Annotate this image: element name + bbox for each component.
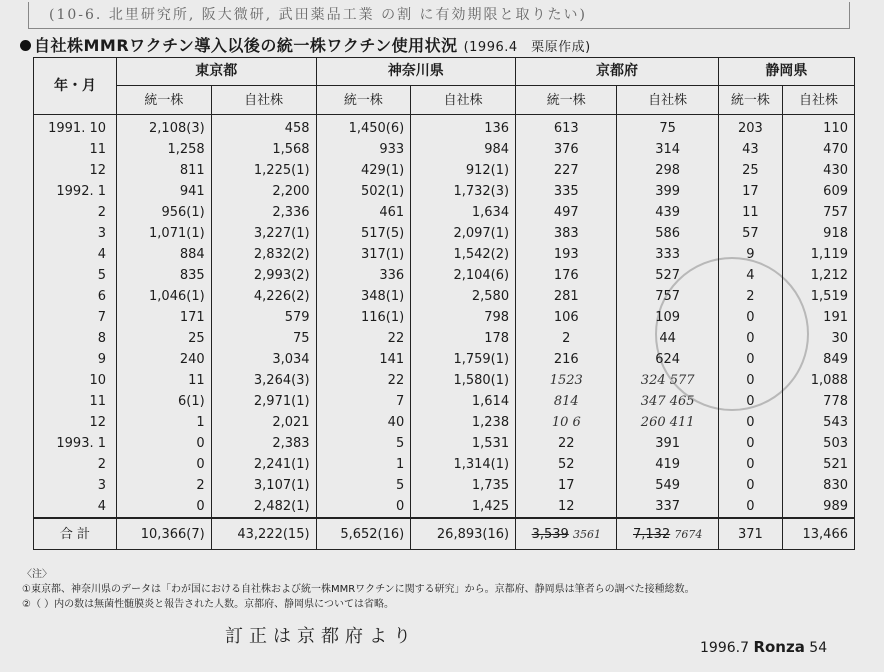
data-cell: 3,107(1)	[211, 475, 316, 496]
page-footer	[700, 638, 827, 656]
data-cell: 110	[782, 115, 854, 140]
header-unified: 統一株	[516, 86, 617, 115]
data-cell: 1,071(1)	[117, 223, 212, 244]
data-cell: 884	[117, 244, 212, 265]
data-cell: 1,531	[411, 433, 516, 454]
header-own: 自社株	[617, 86, 718, 115]
month-cell: 12	[34, 160, 117, 181]
handwritten-corrected-cell: 324 577	[617, 370, 718, 391]
data-cell: 1,258	[117, 139, 212, 160]
data-cell: 7	[316, 391, 411, 412]
note-1: ①東京都、神奈川県のデータは「わが国における自社株および統一株MMRワクチンに関する研究」から。京都府、静岡県は筆者らの調べた接種総数。	[22, 584, 695, 595]
data-cell: 2,108(3)	[117, 115, 212, 140]
data-cell: 240	[117, 349, 212, 370]
data-cell: 30	[782, 328, 854, 349]
data-cell: 2,241(1)	[211, 454, 316, 475]
data-cell: 798	[411, 307, 516, 328]
data-cell: 22	[516, 433, 617, 454]
handwritten-correction: 7674	[674, 527, 703, 541]
data-cell: 1,425	[411, 496, 516, 518]
data-cell: 2,021	[211, 412, 316, 433]
data-cell: 2,832(2)	[211, 244, 316, 265]
data-cell: 17	[516, 475, 617, 496]
header-region-shizuoka: 静岡県	[718, 58, 854, 86]
table-row	[34, 496, 855, 518]
data-cell: 1,568	[211, 139, 316, 160]
data-cell: 1,580(1)	[411, 370, 516, 391]
data-cell: 335	[516, 181, 617, 202]
data-cell: 1,450(6)	[316, 115, 411, 140]
table-row	[34, 454, 855, 475]
notes-head: 〈注〉	[22, 569, 52, 580]
data-cell: 281	[516, 286, 617, 307]
handwritten-correction: 3561	[572, 527, 601, 541]
data-cell: 2,200	[211, 181, 316, 202]
data-cell: 333	[617, 244, 718, 265]
data-cell: 391	[617, 433, 718, 454]
data-cell: 497	[516, 202, 617, 223]
data-cell: 912(1)	[411, 160, 516, 181]
data-cell: 0	[117, 433, 212, 454]
data-cell: 984	[411, 139, 516, 160]
header-unified: 統一株	[316, 86, 411, 115]
data-cell: 624	[617, 349, 718, 370]
handwritten-corrected-cell: 260 411	[617, 412, 718, 433]
handwritten-corrected-cell: 814	[516, 391, 617, 412]
table-row	[34, 349, 855, 370]
data-cell: 586	[617, 223, 718, 244]
data-cell: 317(1)	[316, 244, 411, 265]
vaccine-usage-table	[33, 57, 855, 550]
month-cell: 11	[34, 139, 117, 160]
data-cell: 1,735	[411, 475, 516, 496]
table-row	[34, 223, 855, 244]
table-row	[34, 115, 855, 140]
data-cell: 429(1)	[316, 160, 411, 181]
bullet-icon	[20, 40, 31, 51]
data-cell: 383	[516, 223, 617, 244]
data-cell: 1,046(1)	[117, 286, 212, 307]
data-cell: 2,482(1)	[211, 496, 316, 518]
month-cell: 12	[34, 412, 117, 433]
data-cell: 314	[617, 139, 718, 160]
data-cell: 0	[117, 496, 212, 518]
data-cell: 348(1)	[316, 286, 411, 307]
data-cell: 136	[411, 115, 516, 140]
data-cell: 1,542(2)	[411, 244, 516, 265]
data-cell: 2,993(2)	[211, 265, 316, 286]
table-row	[34, 244, 855, 265]
data-cell: 1,212	[782, 265, 854, 286]
header-own: 自社株	[211, 86, 316, 115]
month-cell: 3	[34, 223, 117, 244]
data-cell: 0	[718, 433, 782, 454]
data-cell: 1	[316, 454, 411, 475]
data-cell: 1,634	[411, 202, 516, 223]
table-row	[34, 433, 855, 454]
page-title	[20, 33, 591, 56]
data-cell: 399	[617, 181, 718, 202]
data-cell: 989	[782, 496, 854, 518]
footer-page: 54	[809, 640, 828, 656]
data-cell: 0	[316, 496, 411, 518]
data-cell: 2,104(6)	[411, 265, 516, 286]
data-cell: 419	[617, 454, 718, 475]
data-cell: 1,225(1)	[211, 160, 316, 181]
header-year-month: 年・月	[34, 58, 117, 115]
month-cell: 4	[34, 244, 117, 265]
total-cell-kyoto-own	[617, 518, 718, 550]
data-cell: 44	[617, 328, 718, 349]
data-cell: 0	[718, 370, 782, 391]
struck-value: 3,539	[531, 526, 569, 542]
title-text: 自社株MMRワクチン導入以後の統一株ワクチン使用状況	[34, 36, 458, 55]
title-subtitle: (1996.4 栗原作成)	[463, 40, 591, 55]
handwritten-corrected-cell: 10 6	[516, 412, 617, 433]
data-cell: 830	[782, 475, 854, 496]
data-cell: 1,519	[782, 286, 854, 307]
data-cell: 0	[718, 454, 782, 475]
data-cell: 22	[316, 370, 411, 391]
data-cell: 203	[718, 115, 782, 140]
data-cell: 11	[718, 202, 782, 223]
table-row	[34, 475, 855, 496]
data-cell: 502(1)	[316, 181, 411, 202]
data-cell: 9	[718, 244, 782, 265]
data-cell: 579	[211, 307, 316, 328]
data-cell: 458	[211, 115, 316, 140]
data-cell: 439	[617, 202, 718, 223]
month-cell: 1992. 1	[34, 181, 117, 202]
data-cell: 3,034	[211, 349, 316, 370]
data-cell: 57	[718, 223, 782, 244]
data-cell: 0	[718, 391, 782, 412]
data-cell: 109	[617, 307, 718, 328]
total-cell: 10,366(7)	[117, 518, 212, 550]
table-row	[34, 412, 855, 433]
data-cell: 141	[316, 349, 411, 370]
data-cell: 1,238	[411, 412, 516, 433]
data-cell: 227	[516, 160, 617, 181]
table-row	[34, 307, 855, 328]
data-cell: 3,264(3)	[211, 370, 316, 391]
table-row	[34, 181, 855, 202]
note-2: ②（ ）内の数は無菌性髄膜炎と報告された人数。京都府、静岡県については省略。	[22, 599, 394, 610]
header-own: 自社株	[782, 86, 854, 115]
month-cell: 4	[34, 496, 117, 518]
data-cell: 178	[411, 328, 516, 349]
month-cell: 6	[34, 286, 117, 307]
data-cell: 25	[718, 160, 782, 181]
data-cell: 0	[718, 412, 782, 433]
data-cell: 22	[316, 328, 411, 349]
header-unified: 統一株	[718, 86, 782, 115]
data-cell: 4	[718, 265, 782, 286]
data-cell: 1,614	[411, 391, 516, 412]
total-cell: 5,652(16)	[316, 518, 411, 550]
header-own: 自社株	[411, 86, 516, 115]
data-cell: 2,336	[211, 202, 316, 223]
month-cell: 9	[34, 349, 117, 370]
table-row	[34, 139, 855, 160]
data-cell: 849	[782, 349, 854, 370]
total-label: 合 計	[34, 518, 117, 550]
data-cell: 12	[516, 496, 617, 518]
data-cell: 811	[117, 160, 212, 181]
data-cell: 298	[617, 160, 718, 181]
data-cell: 956(1)	[117, 202, 212, 223]
month-cell: 10	[34, 370, 117, 391]
data-cell: 176	[516, 265, 617, 286]
table-row	[34, 202, 855, 223]
month-cell: 5	[34, 265, 117, 286]
table-row	[34, 286, 855, 307]
total-cell: 371	[718, 518, 782, 550]
data-cell: 0	[718, 349, 782, 370]
data-cell: 116(1)	[316, 307, 411, 328]
data-cell: 0	[718, 328, 782, 349]
data-cell: 1,119	[782, 244, 854, 265]
table-row	[34, 265, 855, 286]
footer-magazine: Ronza	[753, 638, 805, 656]
data-cell: 918	[782, 223, 854, 244]
data-cell: 527	[617, 265, 718, 286]
data-cell: 336	[316, 265, 411, 286]
data-cell: 6(1)	[117, 391, 212, 412]
data-cell: 521	[782, 454, 854, 475]
total-cell: 13,466	[782, 518, 854, 550]
data-cell: 1	[117, 412, 212, 433]
table-row	[34, 391, 855, 412]
month-cell: 1991. 10	[34, 115, 117, 140]
table-row	[34, 370, 855, 391]
data-cell: 75	[617, 115, 718, 140]
data-cell: 2,580	[411, 286, 516, 307]
handwritten-bottom-note: 訂正は京都府より	[225, 626, 417, 647]
data-cell: 1,088	[782, 370, 854, 391]
header-unified: 統一株	[117, 86, 212, 115]
data-cell: 75	[211, 328, 316, 349]
data-cell: 470	[782, 139, 854, 160]
data-cell: 0	[117, 454, 212, 475]
data-cell: 191	[782, 307, 854, 328]
data-cell: 5	[316, 433, 411, 454]
footer-date: 1996.7	[700, 640, 749, 656]
data-cell: 1,759(1)	[411, 349, 516, 370]
handwritten-corrected-cell: 1523	[516, 370, 617, 391]
data-cell: 52	[516, 454, 617, 475]
handwritten-top-note: (10-6. 北里研究所, 阪大微研, 武田薬品工業 の割 に有効期限と取りたい)	[28, 2, 850, 29]
data-cell: 25	[117, 328, 212, 349]
data-cell: 757	[617, 286, 718, 307]
month-cell: 8	[34, 328, 117, 349]
struck-value: 7,132	[633, 526, 671, 542]
table-row	[34, 160, 855, 181]
data-cell: 613	[516, 115, 617, 140]
month-cell: 2	[34, 454, 117, 475]
data-cell: 216	[516, 349, 617, 370]
data-cell: 941	[117, 181, 212, 202]
month-cell: 11	[34, 391, 117, 412]
data-cell: 543	[782, 412, 854, 433]
data-cell: 503	[782, 433, 854, 454]
data-cell: 193	[516, 244, 617, 265]
data-cell: 376	[516, 139, 617, 160]
data-cell: 778	[782, 391, 854, 412]
notes	[22, 567, 695, 612]
data-cell: 430	[782, 160, 854, 181]
data-cell: 1,732(3)	[411, 181, 516, 202]
total-cell-kyoto-unified	[516, 518, 617, 550]
data-cell: 609	[782, 181, 854, 202]
data-cell: 2	[516, 328, 617, 349]
data-cell: 835	[117, 265, 212, 286]
data-cell: 106	[516, 307, 617, 328]
month-cell: 2	[34, 202, 117, 223]
total-cell: 43,222(15)	[211, 518, 316, 550]
data-cell: 2	[718, 286, 782, 307]
data-cell: 11	[117, 370, 212, 391]
header-region-kanagawa: 神奈川県	[316, 58, 516, 86]
data-cell: 3,227(1)	[211, 223, 316, 244]
total-cell: 26,893(16)	[411, 518, 516, 550]
data-cell: 2,971(1)	[211, 391, 316, 412]
data-cell: 0	[718, 307, 782, 328]
data-cell: 0	[718, 496, 782, 518]
data-cell: 40	[316, 412, 411, 433]
data-cell: 461	[316, 202, 411, 223]
data-cell: 43	[718, 139, 782, 160]
table-row	[34, 328, 855, 349]
month-cell: 1993. 1	[34, 433, 117, 454]
data-cell: 337	[617, 496, 718, 518]
data-cell: 171	[117, 307, 212, 328]
data-cell: 2,383	[211, 433, 316, 454]
data-cell: 5	[316, 475, 411, 496]
header-region-tokyo: 東京都	[117, 58, 317, 86]
data-cell: 517(5)	[316, 223, 411, 244]
data-cell: 1,314(1)	[411, 454, 516, 475]
handwritten-corrected-cell: 347 465	[617, 391, 718, 412]
data-cell: 549	[617, 475, 718, 496]
data-cell: 933	[316, 139, 411, 160]
month-cell: 3	[34, 475, 117, 496]
data-cell: 0	[718, 475, 782, 496]
data-cell: 2	[117, 475, 212, 496]
header-region-kyoto: 京都府	[516, 58, 719, 86]
data-cell: 4,226(2)	[211, 286, 316, 307]
data-cell: 2,097(1)	[411, 223, 516, 244]
data-cell: 17	[718, 181, 782, 202]
data-cell: 757	[782, 202, 854, 223]
month-cell: 7	[34, 307, 117, 328]
